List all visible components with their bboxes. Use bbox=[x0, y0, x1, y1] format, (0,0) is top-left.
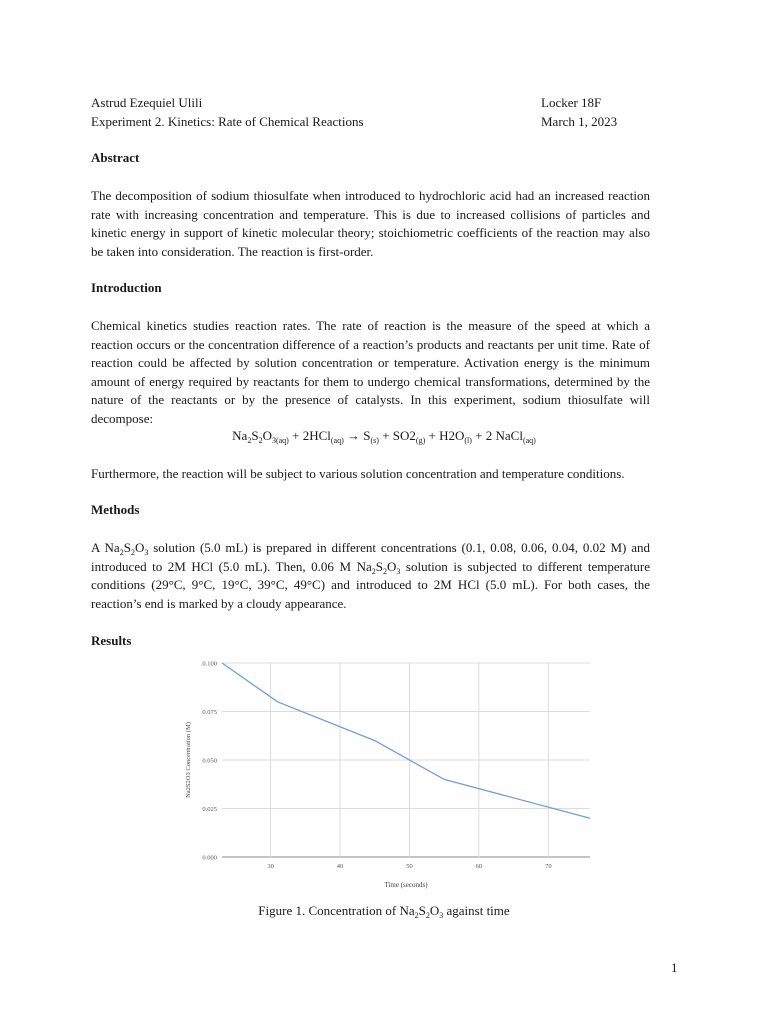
series-line bbox=[222, 663, 590, 818]
y-tick-label: 0.025 bbox=[202, 806, 217, 813]
introduction-heading: Introduction bbox=[91, 280, 162, 295]
report-date: March 1, 2023 bbox=[541, 114, 618, 129]
author-name: Astrud Ezequiel Ulili bbox=[91, 95, 203, 110]
experiment-title: Experiment 2. Kinetics: Rate of Chemical Reactions bbox=[91, 114, 364, 129]
x-axis-label: Time (seconds) bbox=[384, 881, 428, 889]
x-tick-label: 50 bbox=[406, 863, 413, 870]
abstract-heading: Abstract bbox=[91, 150, 140, 165]
x-tick-label: 70 bbox=[545, 863, 552, 870]
concentration-chart bbox=[180, 652, 600, 894]
methods-text: A $Na_2S_2O_3$ solution (5.0 mL) is prepared in different concentrations (0.1, 0.08, 0.06, 0.04, 0.02 M) and introduced to 2M HCl (5.0 mL). Then, 0.06 M $Na_2S_2O_3$ solution is subjected to different temperature conditions (29°C, 9°C, 19°C, 39°C, 49°C) and introduced to 2M HCl (5.0 mL). For both cases, the reaction’s end is marked by a cloudy appearance. bbox=[91, 540, 650, 611]
methods-heading: Methods bbox=[91, 502, 140, 517]
figure-caption: Figure 1. Concentration of $Na_2S_2O_3$ against time bbox=[258, 903, 510, 920]
y-tick-label: 0.050 bbox=[202, 757, 217, 765]
introduction-conditions-text: Furthermore, the reaction will be subject to various solution concentration and temperature conditions. bbox=[91, 466, 625, 481]
header-line-1 bbox=[91, 93, 650, 113]
reaction-equation: $Na_2S_2O_{3(aq)} + 2HCl_{(aq)} \to S_{(s)} + SO2_{(g)} + H2O_{(l)} + 2$ NaCl$_{(aq)}$ bbox=[232, 428, 536, 445]
y-tick-label: 0.000 bbox=[202, 854, 217, 862]
chart-svg bbox=[180, 652, 600, 894]
page-number: 1 bbox=[671, 960, 678, 975]
abstract-text: The decomposition of sodium thiosulfate when introduced to hydrochloric acid had an increased reaction rate with increasing concentration and temperature. This is due to increased collisions of particles and kinetic energy in support of kinetic molecular theory; stoichiometric coefficients of the reaction may also be taken into consideration. The reaction is first-order. bbox=[91, 188, 650, 259]
x-tick-label: 60 bbox=[475, 863, 483, 870]
x-tick-label: 30 bbox=[267, 863, 274, 870]
y-tick-label: 0.100 bbox=[202, 660, 217, 668]
y-axis-label: Na2S2O3 Concentration (M) bbox=[185, 722, 192, 798]
header-line-2 bbox=[91, 112, 650, 132]
results-heading: Results bbox=[91, 633, 132, 648]
x-tick-label: 40 bbox=[336, 863, 344, 870]
locker-number: Locker 18F bbox=[541, 95, 602, 110]
introduction-text: Chemical kinetics studies reaction rates. The rate of reaction is the measure of the speed at which a reaction occurs or the concentration difference of a reaction’s products and reactants per unit time. Rate of reaction could be affected by solution concentration or temperature. Activation energy is the minimum amount of energy required by reactants for them to undergo chemical transformations, determined by the nature of the reactants or by the presence of catalysts. In this experiment, sodium thiosulfate will decompose: bbox=[91, 318, 650, 426]
y-tick-label: 0.075 bbox=[202, 709, 217, 716]
